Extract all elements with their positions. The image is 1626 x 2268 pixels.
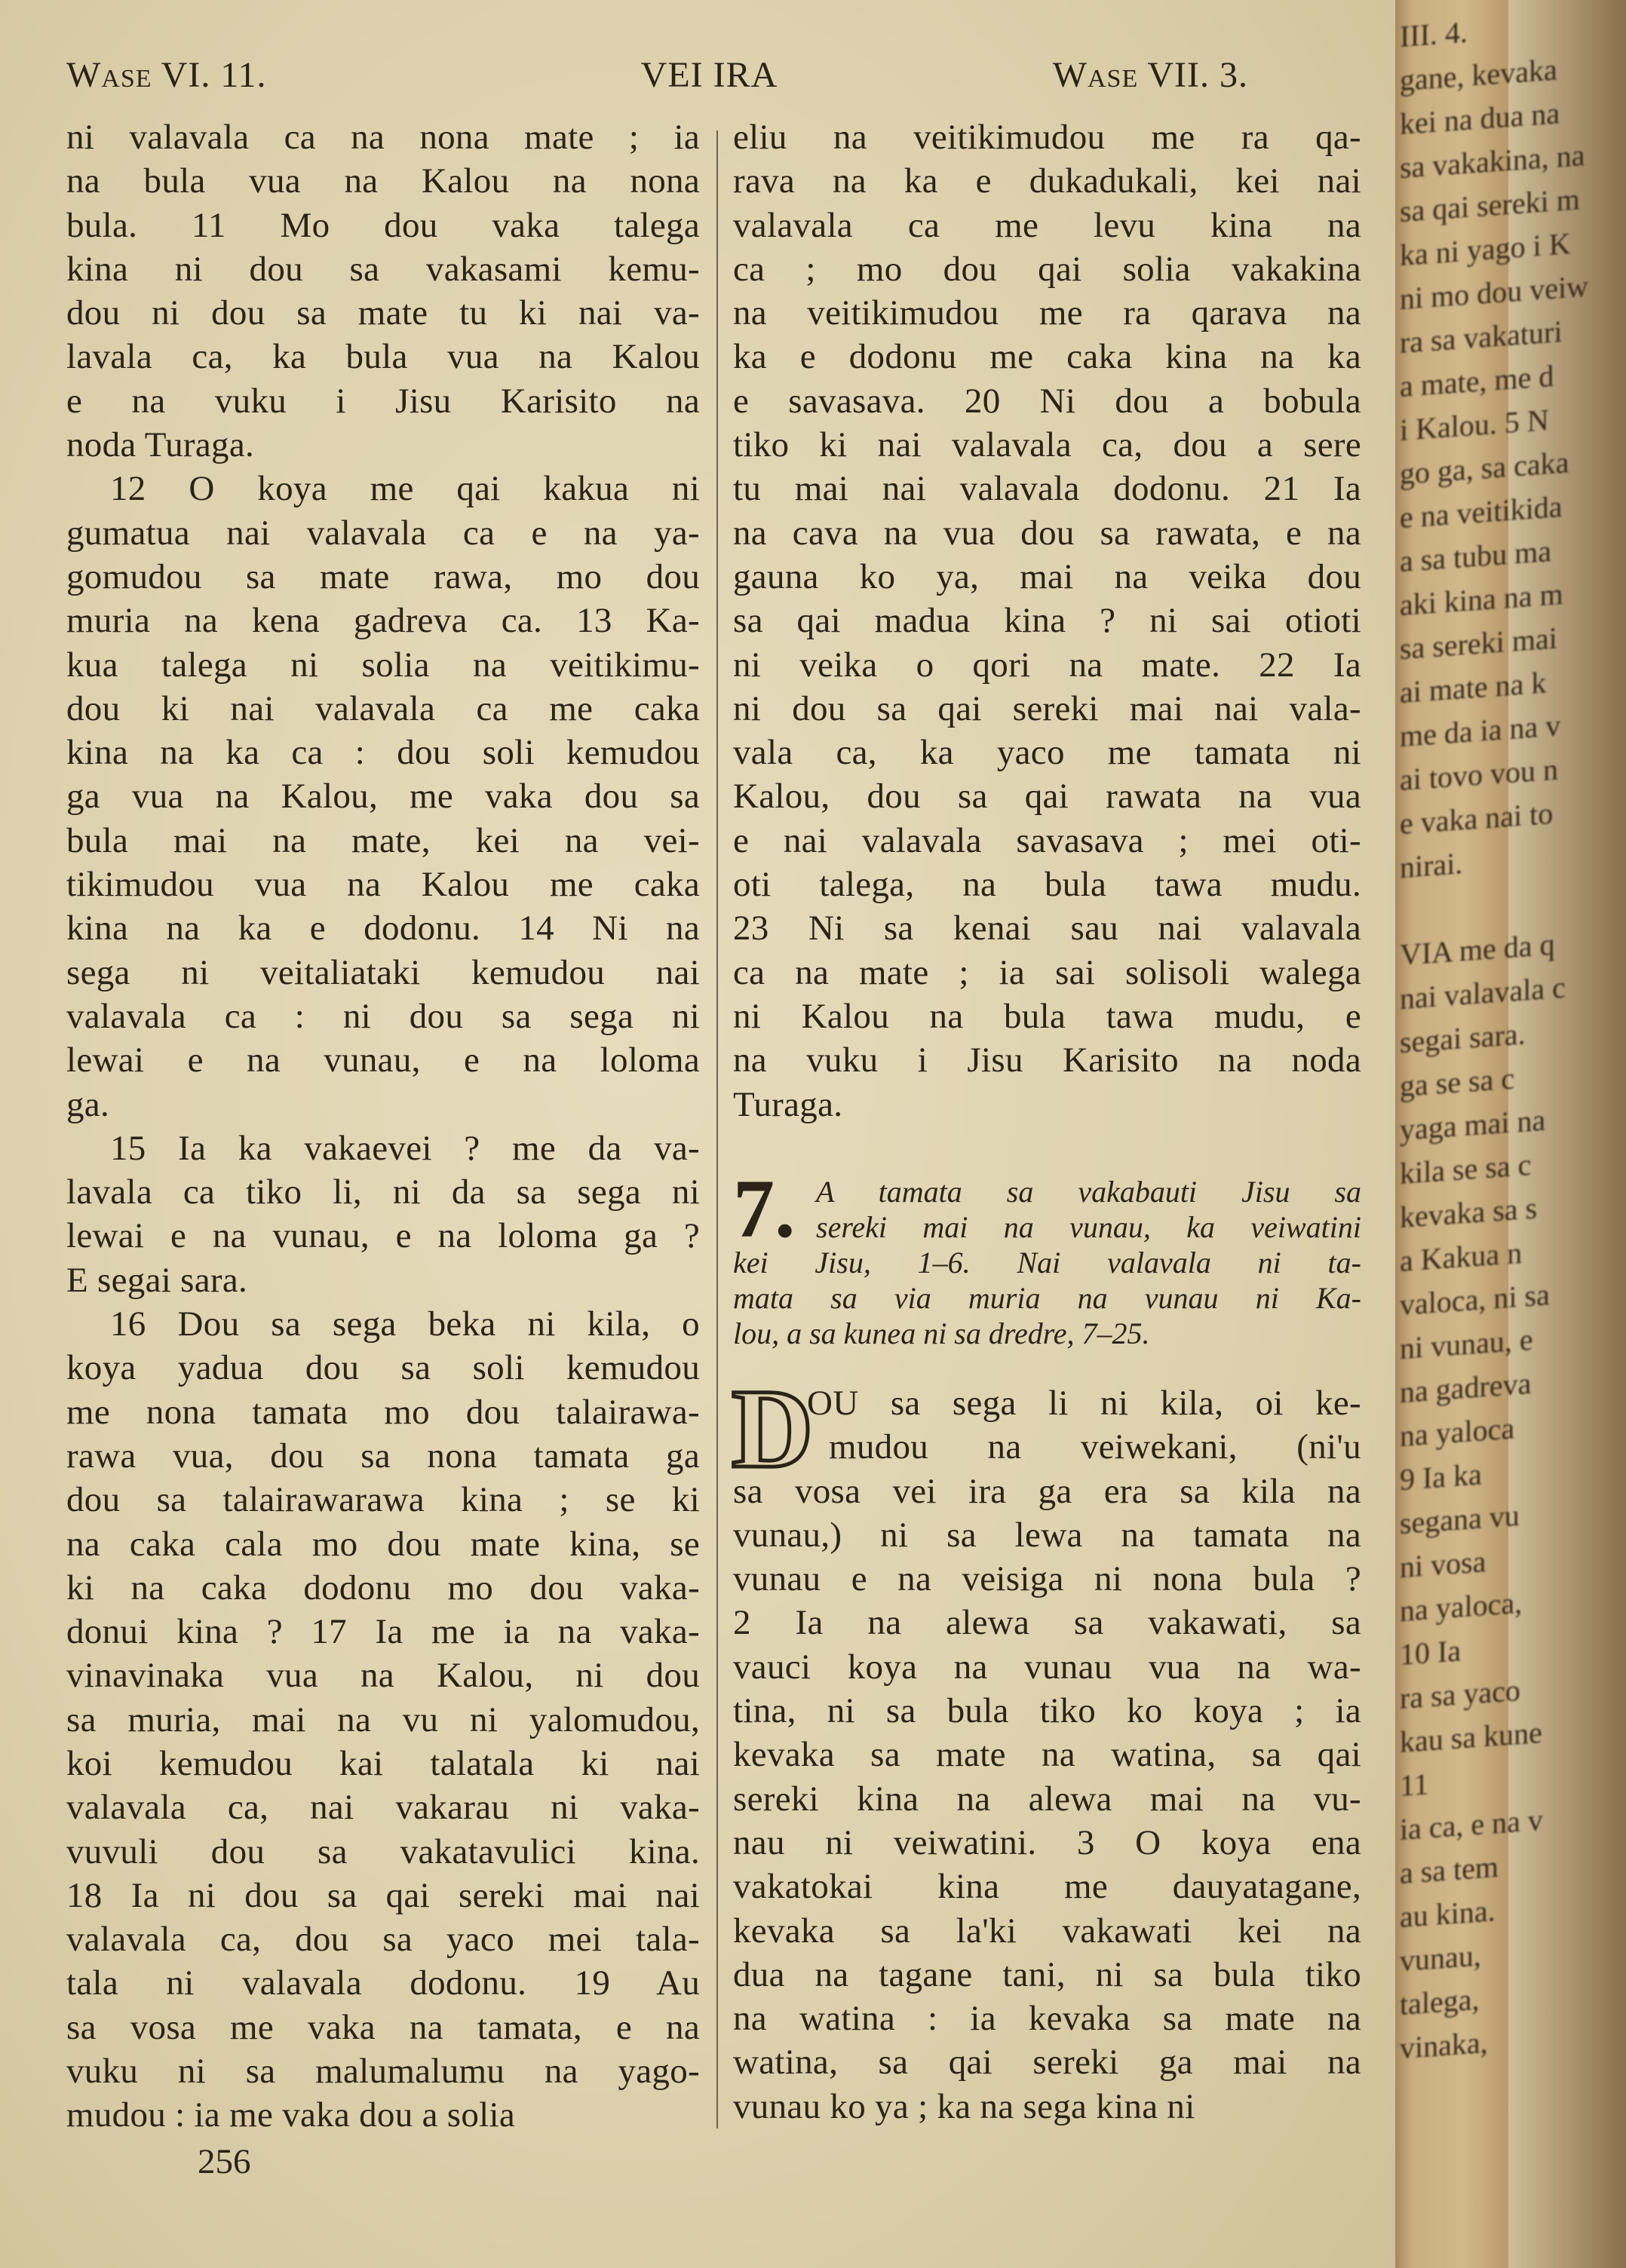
fragment-line: au kina. [1400, 1893, 1496, 1934]
text-line: sa qai madua kina ? ni sai otioti [733, 601, 1361, 641]
fragment-line: kila se sa c [1400, 1147, 1532, 1191]
fragment-line: 9 Ia ka [1400, 1457, 1482, 1497]
fragment-line: aki kina na m [1400, 576, 1563, 622]
fragment-line: vunau, [1400, 1938, 1481, 1978]
text-line: koi kemudou kai talatala ki nai [66, 1743, 700, 1783]
text-line: gumatua nai valavala ca e na ya- [66, 513, 700, 553]
text-line: OU sa sega li ni kila, oi ke- [807, 1384, 1361, 1423]
fragment-line: nai valavala c [1400, 970, 1566, 1016]
text-line: me nona tamata mo dou talairawa- [66, 1392, 700, 1432]
fragment-line: 10 Ia [1400, 1633, 1462, 1672]
fragment-line: ia ca, e na v [1400, 1802, 1543, 1847]
text-line: ni dou sa qai sereki mai nai vala- [733, 688, 1361, 728]
text-line: rava na ka e dukadukali, kei nai [733, 161, 1361, 201]
text-line: vunau ko ya ; ka na sega kina ni [733, 2086, 1195, 2126]
text-line: donui kina ? 17 Ia me ia na vaka- [66, 1612, 700, 1652]
text-line: kina ni dou sa vakasami kemu- [66, 249, 700, 289]
text-line: vunau,) ni sa lewa na tamata na [733, 1515, 1361, 1555]
fragment-line: sa sereki mai [1400, 621, 1557, 666]
text-line: ni veika o qori na mate. 22 Ia [733, 645, 1361, 685]
text-line: kina na ka e dodonu. 14 Ni na [66, 909, 700, 949]
fragment-line: na yaloca [1400, 1411, 1515, 1453]
text-line: ka e dodonu me caka kina na ka [733, 337, 1361, 377]
text-line: lewai e na vunau, e na loloma ga ? [66, 1216, 700, 1256]
text-line: tina, ni sa bula tiko ko koya ; ia [733, 1691, 1361, 1731]
text-line: ca na mate ; ia sai solisoli walega [733, 952, 1361, 992]
chapter-summary [733, 1174, 1361, 1351]
text-line: valavala ca, nai vakarau ni vaka- [66, 1788, 700, 1828]
summary-line: sereki mai na vunau, ka veiwatini [816, 1210, 1361, 1244]
fragment-line: segai sara. [1400, 1016, 1526, 1059]
text-line: bula. 11 Mo dou vaka talega [66, 205, 700, 245]
text-line: vuvuli dou sa vakatavulici kina. [66, 1831, 700, 1871]
fragment-line: me da ia na v [1400, 708, 1561, 753]
text-line: sereki kina na alewa mai na vu- [733, 1779, 1361, 1819]
fragment-line: yaga mai na [1400, 1102, 1546, 1147]
text-line: rawa vua, dou sa nona tamata ga [66, 1436, 700, 1476]
text-line: vuku ni sa malumalumu na yago- [66, 2052, 700, 2092]
text-line: watina, sa qai sereki ga mai na [733, 2043, 1361, 2083]
text-line: gomudou sa mate rawa, mo dou [66, 556, 700, 596]
text-line: e nai valavala savasava ; mei oti- [733, 820, 1361, 860]
text-line: kina na ka ca : dou soli kemudou [66, 733, 700, 773]
text-line: na bula vua na Kalou na nona [66, 161, 700, 201]
text-line: na caka cala mo dou mate kina, se [66, 1524, 700, 1564]
text-line: ki na caka dodonu mo dou vaka- [66, 1568, 700, 1608]
fragment-line: talega, [1400, 1981, 1480, 2021]
running-header-left: Wase VI. 11. [66, 55, 267, 95]
text-line: lavala ca, ka bula vua na Kalou [66, 337, 700, 377]
fragment-line: ni mo dou veiw [1400, 268, 1588, 316]
text-line: mudou na veiwekani, (ni'u [829, 1427, 1361, 1467]
fragment-line: gane, kevaka [1400, 52, 1557, 97]
fragment-line: sa qai sereki m [1400, 182, 1580, 228]
text-line: 23 Ni sa kenai sau nai valavala [733, 909, 1361, 949]
text-line: vakatokai kina me dauyatagane, [733, 1867, 1361, 1907]
text-line: vauci koya na vunau vua na wa- [733, 1647, 1361, 1687]
text-line: lavala ca tiko li, ni da sa sega ni [66, 1172, 700, 1212]
fragment-line: ra sa vakaturi [1400, 314, 1563, 360]
fragment-line: III. 4. [1400, 14, 1468, 54]
text-line: eliu na veitikimudou me ra qa- [733, 118, 1361, 157]
next-page-text [1400, 0, 1626, 2070]
page-number: 256 [198, 2142, 251, 2181]
text-line: valavala ca, dou sa yaco mei tala- [66, 1920, 700, 1960]
fragment-line: VIA me da q [1400, 927, 1555, 972]
left-column [66, 115, 700, 2138]
fragment-line: ra sa yaco [1400, 1672, 1520, 1715]
text-line: na cava na vua dou sa rawata, e na [733, 513, 1361, 553]
text-line: bula mai na mate, kei na vei- [66, 820, 700, 860]
fragment-line: sa vakakina, na [1400, 137, 1585, 185]
fragment-line: a mate, me d [1400, 358, 1554, 403]
fragment-line: ni vunau, e [1400, 1322, 1533, 1365]
text-line: ni Kalou na bula tawa mudu, e [733, 996, 1361, 1036]
text-line: nau ni veiwatini. 3 O koya ena [733, 1822, 1361, 1862]
text-line: kua talega ni solia na veitikimu- [66, 645, 700, 685]
text-line: na veitikimudou me ra qarava na [733, 293, 1361, 333]
text-line: tu mai nai valavala dodonu. 21 Ia [733, 469, 1361, 509]
text-line: sa vosa vei ira ga era sa kila na [733, 1471, 1361, 1511]
fragment-line: 11 [1400, 1767, 1429, 1803]
text-line: Kalou, dou sa qai rawata na vua [733, 777, 1361, 817]
text-line: kevaka sa la'ki vakawati kei na [733, 1911, 1361, 1951]
text-line: muria na kena gadreva ca. 13 Ka- [66, 601, 700, 641]
text-line: na vuku i Jisu Karisito na noda [733, 1041, 1361, 1080]
summary-line: mata sa via muria na vunau ni Ka- [733, 1281, 1361, 1315]
right-column [733, 115, 1361, 1126]
text-line: valavala ca me levu kina na [733, 205, 1361, 245]
fragment-line: kevaka sa s [1400, 1191, 1538, 1234]
text-line: dou ni dou sa mate tu ki nai va- [66, 293, 700, 333]
fragment-line: segana vu [1400, 1497, 1520, 1540]
text-line: sega ni veitaliataki kemudou nai [66, 952, 700, 992]
text-line: 16 Dou sa sega beka ni kila, o [110, 1304, 700, 1344]
text-line: 12 O koya me qai kakua ni [110, 469, 700, 509]
fragment-line: a sa tubu ma [1400, 533, 1552, 578]
summary-line: lou, a sa kunea ni sa dredre, 7–25. [733, 1316, 1150, 1350]
text-line: gauna ko ya, mai na veika dou [733, 556, 1361, 596]
text-line: kevaka sa mate na watina, sa qai [733, 1735, 1361, 1775]
fragment-line: ai mate na k [1400, 665, 1547, 710]
fragment-line: valoca, ni sa [1400, 1277, 1550, 1322]
fragment-line: i Kalou. 5 N [1400, 403, 1549, 447]
text-line: valavala ca : ni dou sa sega ni [66, 996, 700, 1036]
column-divider [716, 130, 718, 2129]
fragment-line: vinaka, [1400, 2024, 1488, 2065]
text-line: Turaga. [733, 1084, 843, 1124]
text-line: na watina : ia kevaka sa mate na [733, 1999, 1361, 2039]
drop-cap: D [732, 1366, 814, 1491]
text-line: 2 Ia na alewa sa vakawati, sa [733, 1603, 1361, 1643]
text-line: e savasava. 20 Ni dou a bobula [733, 381, 1361, 421]
text-line: noda Turaga. [66, 425, 255, 465]
text-line: vunau e na veisiga ni nona bula ? [733, 1559, 1361, 1599]
text-line: E segai sara. [66, 1260, 248, 1300]
text-line: tala ni valavala dodonu. 19 Au [66, 1963, 700, 2003]
next-page-edge [1395, 0, 1588, 2268]
text-line: 15 Ia ka vakaevei ? me da va- [110, 1128, 700, 1168]
text-line: sa muria, mai na vu ni yalomudou, [66, 1699, 700, 1739]
fragment-line: ni vosa [1400, 1543, 1486, 1584]
text-line: e na vuku i Jisu Karisito na [66, 381, 700, 421]
text-line: 18 Ia ni dou sa qai sereki mai nai [66, 1875, 700, 1915]
text-line: ga. [66, 1084, 110, 1124]
text-line: dou sa talairawarawa kina ; se ki [66, 1480, 700, 1520]
text-line: vala ca, ka yaco me tamata ni [733, 733, 1361, 773]
fragment-line: na gadreva [1400, 1365, 1532, 1409]
text-line: vinavinaka vua na Kalou, ni dou [66, 1656, 700, 1696]
text-line: mudou : ia me vaka dou a solia [66, 2095, 516, 2135]
text-line: ga vua na Kalou, me vaka dou sa [66, 777, 700, 817]
chapter-body [733, 1381, 1361, 2129]
fragment-line: na yaloca, [1400, 1585, 1523, 1628]
fragment-line: go ga, sa caka [1400, 445, 1569, 491]
text-line: tikimudou vua na Kalou me caka [66, 865, 700, 905]
summary-line: kei Jisu, 1–6. Nai valavala ni ta- [733, 1246, 1361, 1280]
text-line: koya yadua dou sa soli kemudou [66, 1348, 700, 1388]
text-line: dou ki nai valavala ca me caka [66, 688, 700, 728]
fragment-line: a Kakua n [1400, 1235, 1523, 1278]
fragment-line: e na veitikida [1400, 489, 1563, 535]
fragment-line: a sa tem [1400, 1849, 1499, 1890]
fragment-line: ka ni yago i K [1400, 226, 1571, 272]
fragment-line: nirai. [1400, 846, 1463, 884]
fragment-line: ai tovo vou n [1400, 752, 1558, 797]
running-header-right: Wase VII. 3. [1052, 55, 1248, 95]
fragment-line: kei na dua na [1400, 96, 1560, 141]
text-line: ni valavala ca na nona mate ; ia [66, 118, 700, 157]
text-line: dua na tagane tani, ni sa bula tiko [733, 1954, 1361, 1994]
fragment-line: ga se sa c [1400, 1061, 1515, 1103]
text-line: ca ; mo dou qai solia vakakina [733, 249, 1361, 289]
fragment-line: e vaka nai to [1400, 795, 1554, 841]
summary-line: A tamata sa vakabauti Jisu sa [816, 1175, 1361, 1209]
text-line: tiko ki nai valavala ca, dou a sere [733, 425, 1361, 465]
text-line: sa vosa me vaka na tamata, e na [66, 2007, 700, 2047]
text-line: oti talega, na bula tawa mudu. [733, 865, 1361, 905]
chapter-number: 7. [733, 1163, 796, 1255]
fragment-line: kau sa kune [1400, 1715, 1542, 1759]
text-line: lewai e na vunau, e na loloma [66, 1041, 700, 1080]
running-header-title: VEI IRA [640, 55, 778, 95]
